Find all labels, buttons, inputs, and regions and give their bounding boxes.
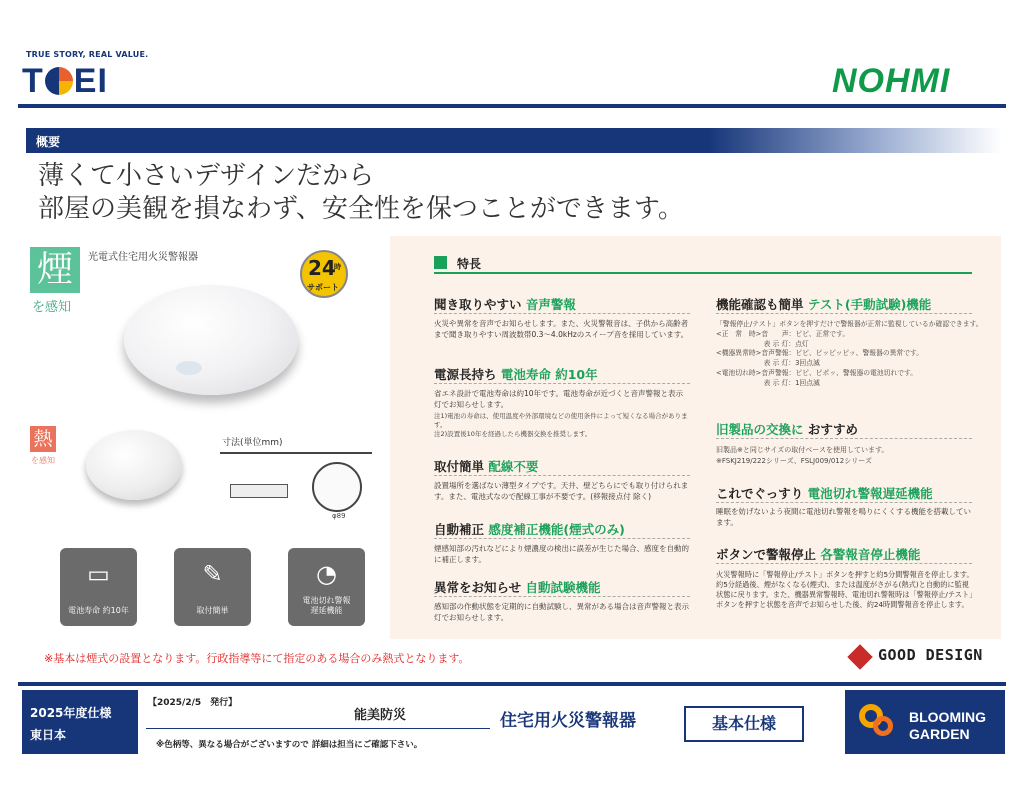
feature-heading-lead: ボタンで警報停止 [716,547,817,562]
feature-body: 設置場所を選ばない薄型タイプです。天井、壁どちらにでも取り付けられます。また、電池式なので配線工事が不要です。(移報接点付 除く) [434,481,689,501]
alarm-delay-icon: ◔ [316,560,337,588]
feature-divider [434,538,690,539]
feature-heading [716,545,920,563]
feature-heading [716,420,858,438]
good-design-text: GOOD DESIGN [878,646,983,664]
nohmi-logo: NOHMI [832,62,951,100]
feature-heading-accent: 自動試験機能 [525,580,601,595]
blooming-garden-logo [845,690,1005,754]
feature-body: 火災警報時に「警報停止/テスト」ボタンを押すと約5分間警報音を停止します。約5分経過後、煙がなくなる(煙式)、または温度がさがる(熱式)と自動的に監視状態に戻ります。また、機器異常警報時、電池切れ警報時は「警報停止/テスト」ボタンを押すと状態を音声でお知らせした後、約24時間警報音を停止します。 [716,570,974,609]
feature-body: 火災や異常を音声でお知らせします。また、火災警報音は、子供から高齢者まで聞き取りやすい周波数帯0.3〜4.0kHzのスイープ音を採用しています。 [434,319,689,339]
feature-heading [434,578,601,596]
feature-heading-accent: 感度補正機能(煙式のみ) [488,522,625,537]
screwdriver-icon: ✎ [202,560,223,588]
feature-heading-accent: 各警報音停止機能 [820,547,921,562]
smoke-type-badge: 煙 [30,247,80,293]
header-divider [18,104,1006,108]
headline [38,160,684,226]
feature-heading-lead: これでぐっすり [716,486,804,501]
delay-feature-label: 電池切れ警報 遅延機能 [302,596,351,615]
feature-heading-accent: 配線不要 [488,459,539,474]
feature-body: 旧製品※と同じサイズの取付ベースを使用しています。 ※FSKJ219/222シリーズ、FSLJ009/012シリーズ [716,446,889,465]
toei-logo-t: T [22,62,44,100]
toei-logo-ei: EI [73,62,108,100]
side-view-drawing [230,484,288,498]
feature-heading-lead: 電源長持ち [434,367,497,382]
heat-type-badge: 熱 [30,426,56,452]
feature-footnote: 注1)電池の寿命は、使用温度や外部環境などの使用条件によって短くなる場合があります。 注2)設置後10年を経過したら機器交換を推奨します。 [434,412,688,438]
feature-divider [716,563,972,564]
feature-divider [434,313,690,314]
toei-logo [22,62,108,101]
brand-line1: BLOOMING [909,709,986,725]
install-feature-label: 取付簡単 [196,606,229,615]
smoke-detector-image [124,285,298,395]
blooming-garden-ring-icon-2 [873,716,893,736]
headline-line2: 部屋の美観を損なわず、安全性を保つことができます。 [38,194,684,224]
feature-heading-lead: 旧製品の交換に [716,422,804,437]
color-disclaimer: ※色柄等、異なる場合がございますので 詳細は担当にご確認下さい。 [156,740,423,750]
section-bar [26,128,1001,153]
dimension-divider [220,452,372,454]
document-title: 住宅用火災警報器 [500,711,636,731]
feature-heading-lead: 自動補正 [434,522,485,537]
document-type-box: 基本仕様 [684,706,804,742]
feature-heading [716,295,931,313]
battery-feature-box [60,548,137,626]
feature-divider [434,475,690,476]
feature-body: 煙感知部の汚れなどにより煙濃度の検出に誤差が生じた場合、感度を自動的に補正します。 [434,544,689,564]
features-title-rule [434,272,972,274]
tagline: TRUE STORY, REAL VALUE. [26,50,149,59]
brand-line2: GARDEN [909,726,970,742]
feature-heading-lead: 取付簡単 [434,459,485,474]
battery-feature-label: 電池寿命 約10年 [68,606,129,615]
feature-heading-accent: 電池切れ警報遅延機能 [807,486,933,501]
footer-rule [146,728,490,729]
feature-divider [716,502,972,503]
spec-year: 2025年度仕様 [30,706,112,720]
feature-heading [434,520,625,538]
feature-body: 「警報停止/テスト」ボタンを押すだけで警報器が正常に監視しているか確認できます。 <正 常 時>音 声：ピピ、正常です。 表 示 灯：点灯 <機器異常時>音声警報：ピピ、ピッピッピッ、警報器の異常です。 表 示 灯：3回点滅 <電池切れ時>音声警報：ピピ、ピポッ、警報器の電池切れです。 表 示 灯：1回点滅 [716,320,983,387]
feature-divider [716,313,972,314]
support-24h-badge [300,250,348,298]
feature-heading-accent: 音声警報 [525,297,576,312]
feature-divider [434,383,690,384]
install-feature-box [174,548,251,626]
manufacturer-name: 能美防災 [354,708,407,723]
heat-type-caption: を感知 [31,456,55,465]
features-title-mark [434,256,447,269]
features-title: 特長 [457,257,482,271]
section-label: 概要 [36,135,61,149]
installation-note: ※基本は煙式の設置となります。行政指導等にて指定のある場合のみ熱式となります。 [44,652,470,665]
top-view-drawing [312,462,362,512]
support-24h-unit: 時 [334,263,341,271]
headline-line1: 薄くて小さいデザインだから [38,161,375,191]
good-design-mark [850,646,983,664]
dimension-label: 寸法(単位mm) [222,438,283,448]
feature-divider [434,596,690,597]
feature-heading-accent: 電池寿命 約10年 [500,367,598,382]
feature-heading [434,457,538,475]
battery-icon: ▭ [87,560,110,588]
detector-led [176,361,202,375]
product-label: 光電式住宅用火災警報器 [88,252,198,263]
spec-region: 東日本 [30,728,67,742]
feature-heading-lead: 機能確認も簡単 [716,297,804,312]
feature-heading [434,365,598,383]
feature-heading [434,295,576,313]
toei-logo-mark [45,67,73,95]
feature-body: 感知部の作動状態を定期的に自動試験し、異常がある場合は音声警報と表示灯でお知らせします。 [434,602,689,622]
issue-date: 【2025/2/5 発行】 [148,698,238,708]
smoke-type-caption: を感知 [32,300,72,315]
spec-year-box [22,690,138,754]
footer-divider [18,682,1006,686]
heat-detector-image [86,430,182,500]
support-24h-number: 24 [308,256,336,280]
delay-feature-box [288,548,365,626]
feature-divider [716,438,972,439]
feature-heading-accent: おすすめ [807,422,859,437]
support-24h-caption: サポート [307,283,339,292]
feature-heading-lead: 異常をお知らせ [434,580,522,595]
feature-heading [716,484,933,502]
dimension-diameter: φ89 [332,512,346,520]
feature-heading-lead: 聞き取りやすい [434,297,522,312]
feature-body: 省エネ設計で電池寿命は約10年です。電池寿命が近づくと音声警報と表示灯でお知らせします。 [434,389,683,409]
feature-body: 睡眠を妨げないよう夜間に電池切れ警報を鳴りにくくする機能を搭載しています。 [716,507,971,527]
feature-heading-accent: テスト(手動試験)機能 [807,297,932,312]
